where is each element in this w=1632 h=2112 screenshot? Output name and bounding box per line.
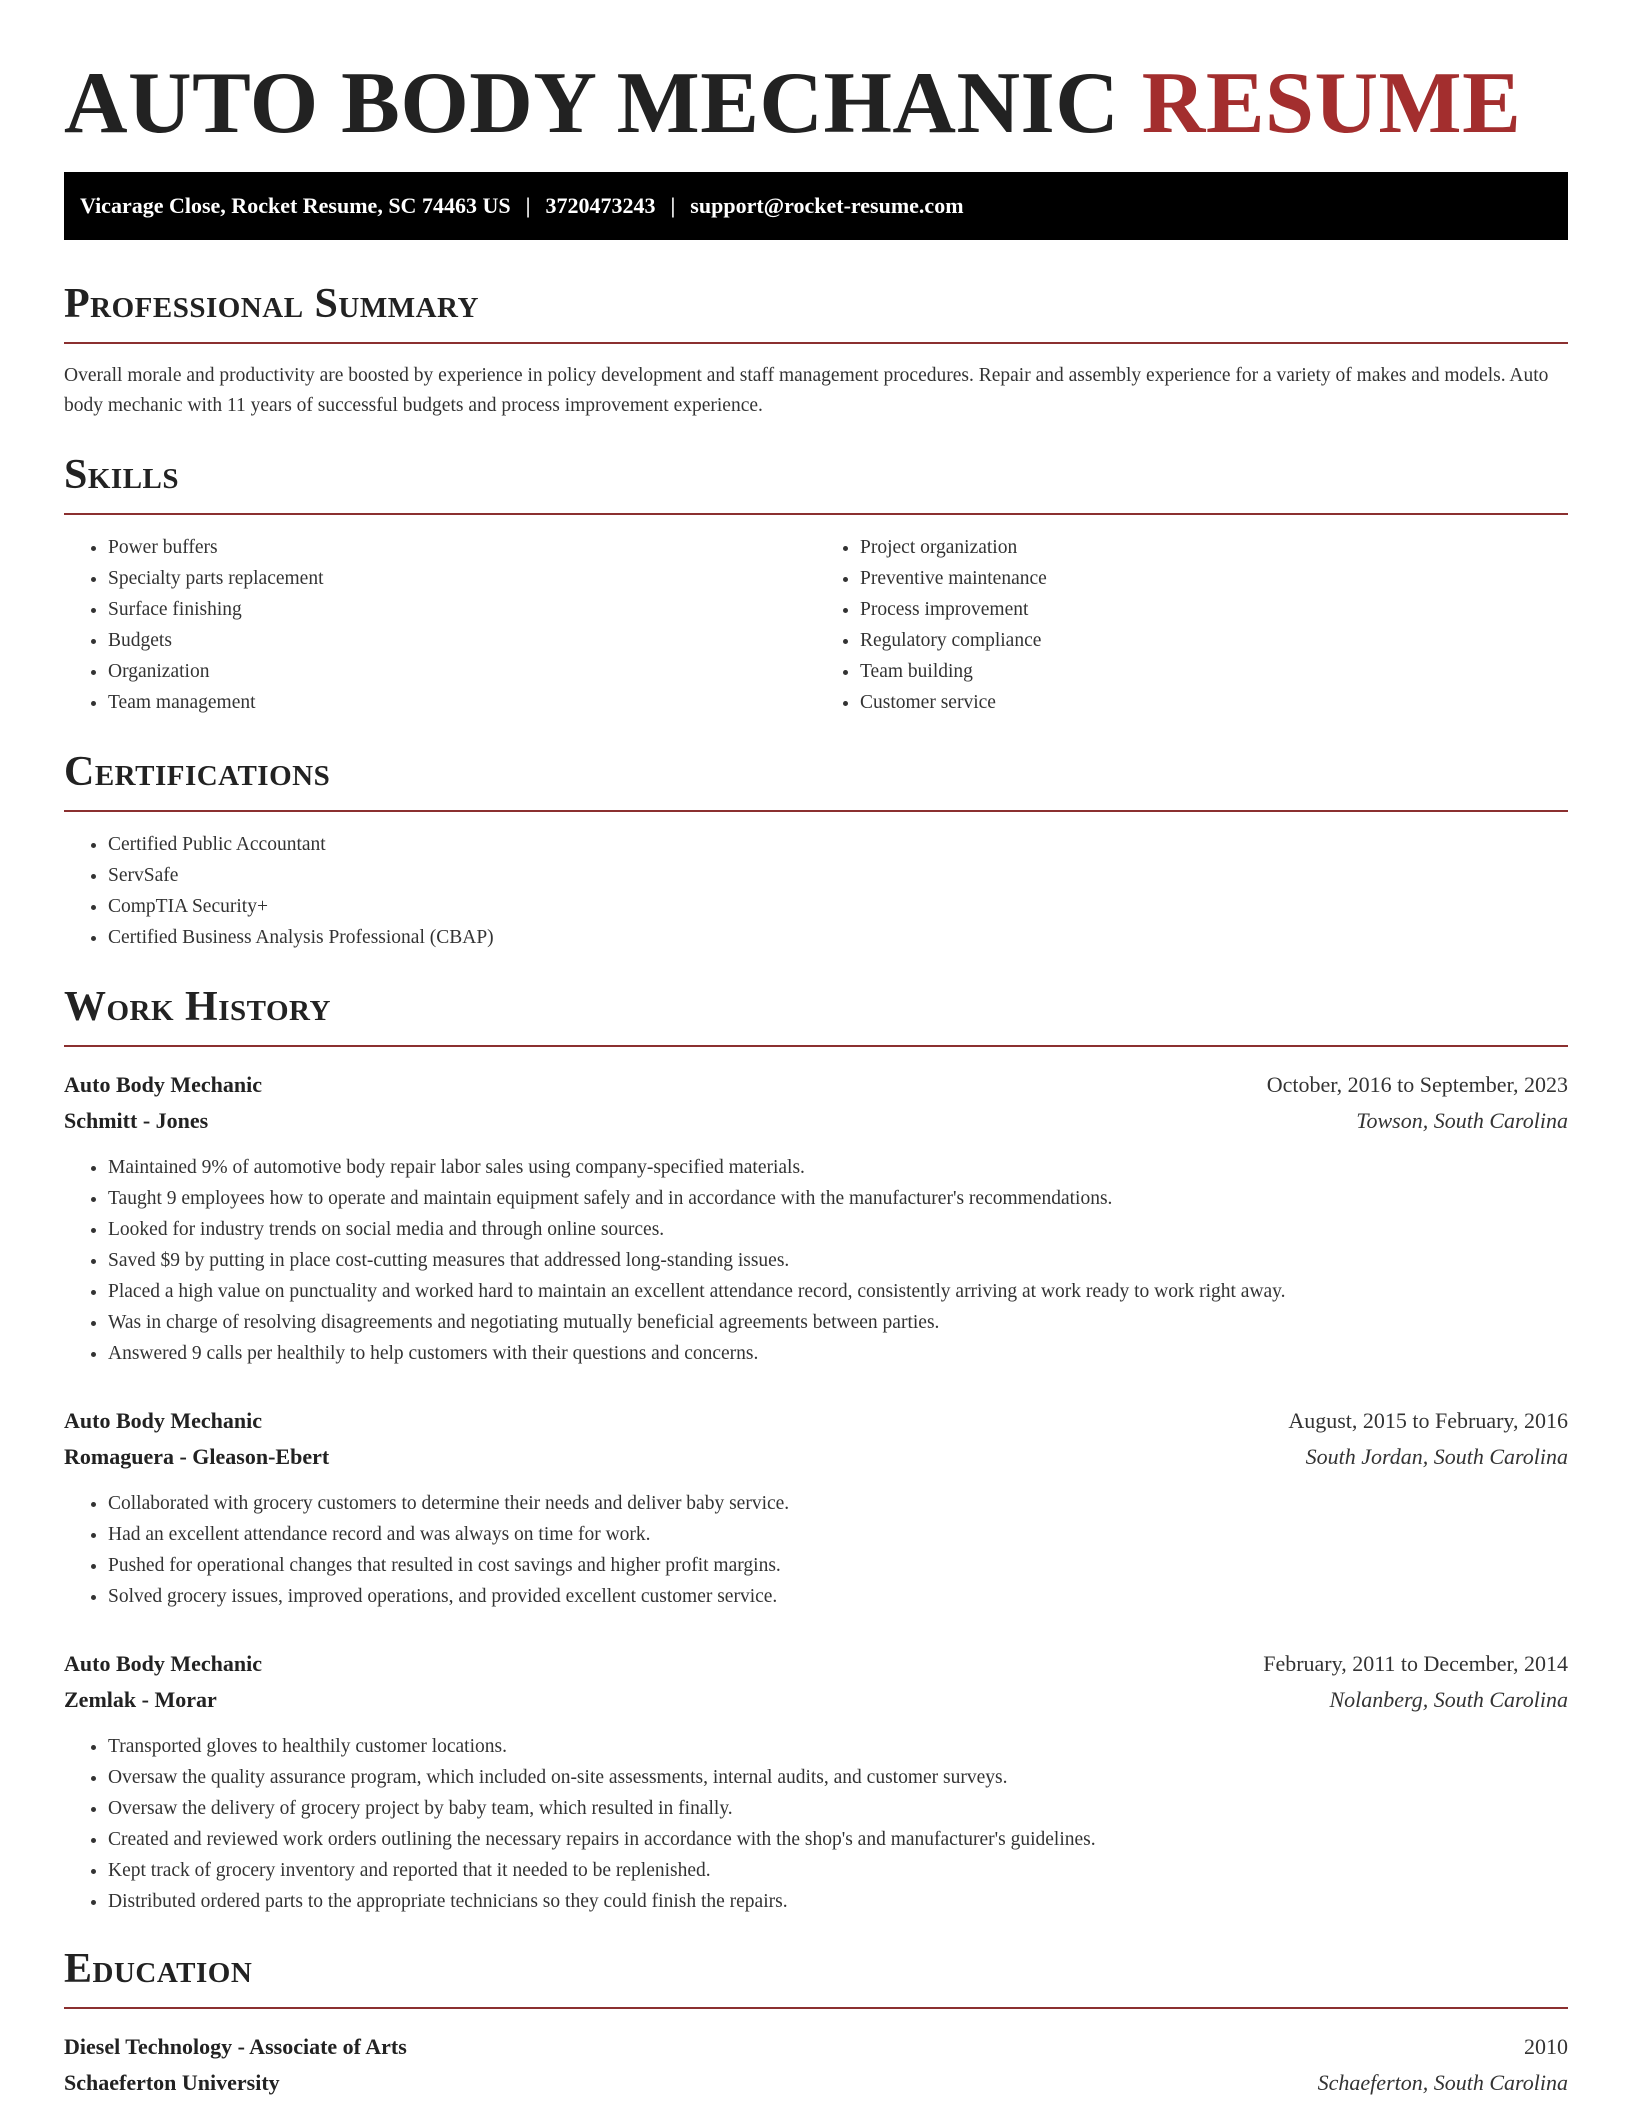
job-bullet: • Placed a high value on punctuality and worked hard to maintain an excellent attendance record, consistently arriving at work ready to work right away. [108,1276,1568,1307]
title-main: AUTO BODY MECHANIC [64,55,1120,152]
job-location: South Jordan, South Carolina [1305,1444,1568,1469]
job-bullet: • Kept track of grocery inventory and reported that it needed to be replenished. [108,1855,1568,1886]
job-bullet: • Oversaw the delivery of grocery project by baby team, which resulted in finally. [108,1793,1568,1824]
skills-list-left [64,532,816,718]
job-title: Auto Body Mechanic [64,1072,262,1097]
job-bullets [64,1731,1568,1917]
job-bullet: • Looked for industry trends on social media and through online sources. [108,1214,1568,1245]
job-dates: February, 2011 to December, 2014 [1263,1651,1568,1676]
skill-item: • Power buffers [108,532,816,563]
job-bullet: • Collaborated with grocery customers to determine their needs and deliver baby service. [108,1488,1568,1519]
job-company: Schmitt - Jones [64,1108,209,1133]
job-company: Romaguera - Gleason-Ebert [64,1444,330,1469]
skill-item: • Organization [108,656,816,687]
job-location: Nolanberg, South Carolina [1329,1687,1568,1712]
summary-section [64,280,1568,421]
education-degree-row [64,2029,1568,2065]
contact-bar [64,172,1568,240]
certification-item: • ServSafe [108,860,1568,891]
job-company-row [64,1439,1568,1475]
skill-item: • Regulatory compliance [860,625,1568,656]
work-history-heading: Work History [64,983,1568,1047]
job-bullet: • Pushed for operational changes that resulted in cost savings and higher profit margins. [108,1550,1568,1581]
summary-text: Overall morale and productivity are boosted by experience in policy development and staff management procedures. Repair and assembly experience for a variety of makes and models. Auto body mechanic with 11 years of successful budgets and process improvement experience. [64,365,1549,416]
certifications-section [64,748,1568,953]
job-bullet: • Distributed ordered parts to the appropriate technicians so they could finish the repairs. [108,1886,1568,1917]
education-degree: Diesel Technology - Associate of Arts [64,2034,407,2059]
certifications-list [64,829,1568,953]
certification-item: • CompTIA Security+ [108,891,1568,922]
job-bullet: • Oversaw the quality assurance program, which included on-site assessments, internal audits, and customer surveys. [108,1762,1568,1793]
certification-item: • Certified Public Accountant [108,829,1568,860]
education-school-row [64,2065,1568,2101]
education-entry [64,2029,1568,2101]
job-bullet: • Saved $9 by putting in place cost-cutting measures that addressed long-standing issues. [108,1245,1568,1276]
job-entry [64,1646,1568,1917]
certification-item: • Certified Business Analysis Professional (CBAP) [108,922,1568,953]
job-title: Auto Body Mechanic [64,1408,262,1433]
job-entry [64,1403,1568,1612]
skill-item: • Team building [860,656,1568,687]
skill-item: • Customer service [860,687,1568,718]
job-bullet: • Answered 9 calls per healthily to help customers with their questions and concerns. [108,1338,1568,1369]
job-company-row [64,1682,1568,1718]
job-bullet: • Taught 9 employees how to operate and maintain equipment safely and in accordance with the manufacturer's recommendations. [108,1183,1568,1214]
skills-section [64,451,1568,718]
job-bullet: • Had an excellent attendance record and was always on time for work. [108,1519,1568,1550]
job-bullet: • Solved grocery issues, improved operations, and provided excellent customer service. [108,1581,1568,1612]
job-bullet: • Created and reviewed work orders outlining the necessary repairs in accordance with the shop's and manufacturer's guidelines. [108,1824,1568,1855]
education-year: 2010 [1524,2034,1568,2059]
job-bullet: • Transported gloves to healthily customer locations. [108,1731,1568,1762]
job-entry [64,1067,1568,1369]
education-school: Schaeferton University [64,2070,280,2095]
job-header-row [64,1403,1568,1439]
skill-item: • Surface finishing [108,594,816,625]
contact-phone: 3720473243 [545,193,656,218]
skills-heading: Skills [64,451,1568,515]
skill-item: • Budgets [108,625,816,656]
job-dates: October, 2016 to September, 2023 [1266,1072,1568,1097]
job-location: Towson, South Carolina [1356,1108,1568,1133]
job-bullet: • Maintained 9% of automotive body repair labor sales using company-specified materials. [108,1152,1568,1183]
job-company-row [64,1103,1568,1139]
job-dates: August, 2015 to February, 2016 [1288,1408,1568,1433]
summary-heading: Professional Summary [64,280,1568,344]
job-header-row [64,1646,1568,1682]
skill-item: • Specialty parts replacement [108,563,816,594]
contact-address: Vicarage Close, Rocket Resume, SC 74463 US [80,193,511,218]
skill-item: • Preventive maintenance [860,563,1568,594]
resume-title [64,55,1568,152]
skill-item: • Team management [108,687,816,718]
work-history-section [64,983,1568,1917]
skills-columns [64,515,1568,718]
job-company: Zemlak - Morar [64,1687,217,1712]
job-bullet: • Was in charge of resolving disagreements and negotiating mutually beneficial agreements between parties. [108,1307,1568,1338]
skills-list-right [816,532,1568,718]
job-bullets [64,1152,1568,1369]
resume-page [64,0,1568,2101]
certifications-heading: Certifications [64,748,1568,812]
education-heading: Education [64,1945,1568,2009]
contact-separator: | [670,193,676,218]
contact-separator: | [525,193,531,218]
job-title: Auto Body Mechanic [64,1651,262,1676]
education-section [64,1945,1568,2101]
contact-email: support@rocket-resume.com [690,193,964,218]
job-bullets [64,1488,1568,1612]
education-location: Schaeferton, South Carolina [1317,2070,1568,2095]
title-accent: RESUME [1141,55,1522,152]
job-header-row [64,1067,1568,1103]
skill-item: • Project organization [860,532,1568,563]
skill-item: • Process improvement [860,594,1568,625]
